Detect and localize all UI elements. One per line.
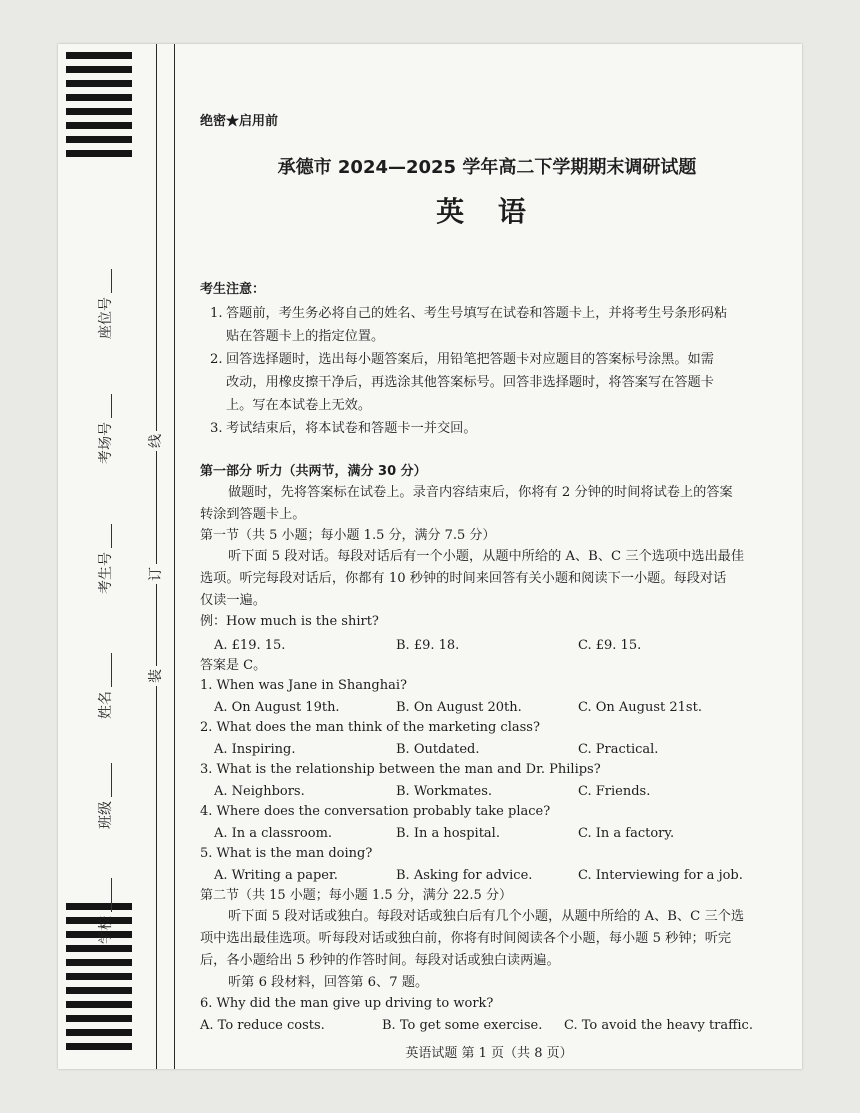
- field-label: 学校: [98, 916, 114, 944]
- question-6-options: A. To reduce costs. B. To get some exercise. C. To avoid the heavy traffic.: [200, 1018, 753, 1033]
- material-label: 听第 6 段材料，回答第 6、7 题。: [228, 975, 429, 990]
- note-item: 2. 回答选择题时，选出每小题答案后，用铅笔把答题卡对应题目的答案标号涂黑。如需 改动，用橡皮擦干净后，再选涂其他答案标号。回答非选择题时，将答案写在答题卡 上。写在本试卷上无效。: [210, 352, 714, 413]
- question-2: 2. What does the man think of the marketing class?: [200, 720, 540, 735]
- seat-number-field[interactable]: [95, 269, 115, 339]
- question-4-options: A. In a classroom. B. In a hospital. C. In a factory.: [214, 826, 675, 841]
- question-6: 6. Why did the man give up driving to work?: [200, 996, 494, 1011]
- notes-list: [200, 302, 774, 440]
- page-footer: 英语试题 第 1 页（共 8 页）: [405, 1046, 573, 1061]
- question-4: 4. Where does the conversation probably take place?: [200, 804, 551, 819]
- question-1: 1. When was Jane in Shanghai?: [200, 678, 407, 693]
- question-2-options: A. Inspiring. B. Outdated. C. Practical.: [214, 742, 659, 757]
- school-field[interactable]: [95, 874, 115, 944]
- note-item: 3. 考试结束后，将本试卷和答题卡一并交回。: [210, 421, 477, 436]
- binding-lines: [156, 44, 178, 1069]
- field-label: 考场号: [98, 422, 114, 464]
- question-5: 5. What is the man doing?: [200, 846, 373, 861]
- note-item: 1. 答题前，考生务必将自己的姓名、考生号填写在试卷和答题卡上，并将考生号条形码粘 贴在答题卡上的指定位置。: [210, 306, 728, 344]
- class-field[interactable]: [95, 759, 115, 829]
- field-label: 考生号: [98, 552, 114, 594]
- section2-intro: 听下面 5 段对话或独白。每段对话或独白后有几个小题，从题中所给的 A、B、C 三个选 项中选出最佳选项。听每段对话或独白前，你将有时间阅读各个小题，每小题 5 秒钟；听完 后，各小题给出 5 秒钟的作答时间。每段对话或独白读两遍。: [200, 909, 745, 968]
- section1-heading: 第一节（共 5 小题；每小题 1.5 分，满分 7.5 分）: [200, 528, 496, 543]
- question-3-options: A. Neighbors. B. Workmates. C. Friends.: [214, 784, 651, 799]
- binding-margin: [58, 44, 176, 1069]
- exam-room-field[interactable]: [95, 394, 115, 464]
- binding-mark-staple: 订: [145, 564, 165, 584]
- section2-heading: 第二节（共 15 小题；每小题 1.5 分，满分 22.5 分）: [200, 888, 512, 903]
- field-label: 座位号: [98, 297, 114, 339]
- secret-label: 绝密★启用前: [200, 114, 279, 129]
- exam-title: 承德市 2024—2025 学年高二下学期期末调研试题: [277, 157, 697, 178]
- exam-paper: [58, 44, 802, 1069]
- binding-mark-line: 线: [145, 431, 165, 451]
- binding-mark-bind: 装: [145, 666, 165, 686]
- field-label: 班级: [98, 801, 114, 829]
- example-question: 例：How much is the shirt?: [200, 614, 379, 629]
- name-field[interactable]: [95, 649, 115, 719]
- candidate-number-field[interactable]: [95, 524, 115, 594]
- part1-heading: 第一部分 听力（共两节，满分 30 分）: [200, 464, 427, 479]
- example-options: A. £19. 15. B. £9. 18. C. £9. 15.: [214, 638, 642, 653]
- subject-title: 英 语: [436, 195, 538, 228]
- example-answer: 答案是 C。: [200, 658, 267, 673]
- question-3: 3. What is the relationship between the man and Dr. Philips?: [200, 762, 601, 777]
- question-1-options: A. On August 19th. B. On August 20th. C. On August 21st.: [214, 700, 702, 715]
- notes-heading: 考生注意：: [200, 282, 266, 297]
- field-label: 姓名: [98, 691, 114, 719]
- part1-intro: 做题时，先将答案标在试卷上。录音内容结束后，你将有 2 分钟的时间将试卷上的答案 转涂到答题卡上。: [200, 485, 733, 522]
- question-5-options: A. Writing a paper. B. Asking for advice. C. Interviewing for a job.: [214, 868, 743, 883]
- section1-intro: 听下面 5 段对话。每段对话后有一个小题，从题中所给的 A、B、C 三个选项中选出最佳 选项。听完每段对话后，你都有 10 秒钟的时间来回答有关小题和阅读下一小题。每段对话 仅读一遍。: [200, 549, 745, 608]
- barcode-top: [66, 52, 132, 164]
